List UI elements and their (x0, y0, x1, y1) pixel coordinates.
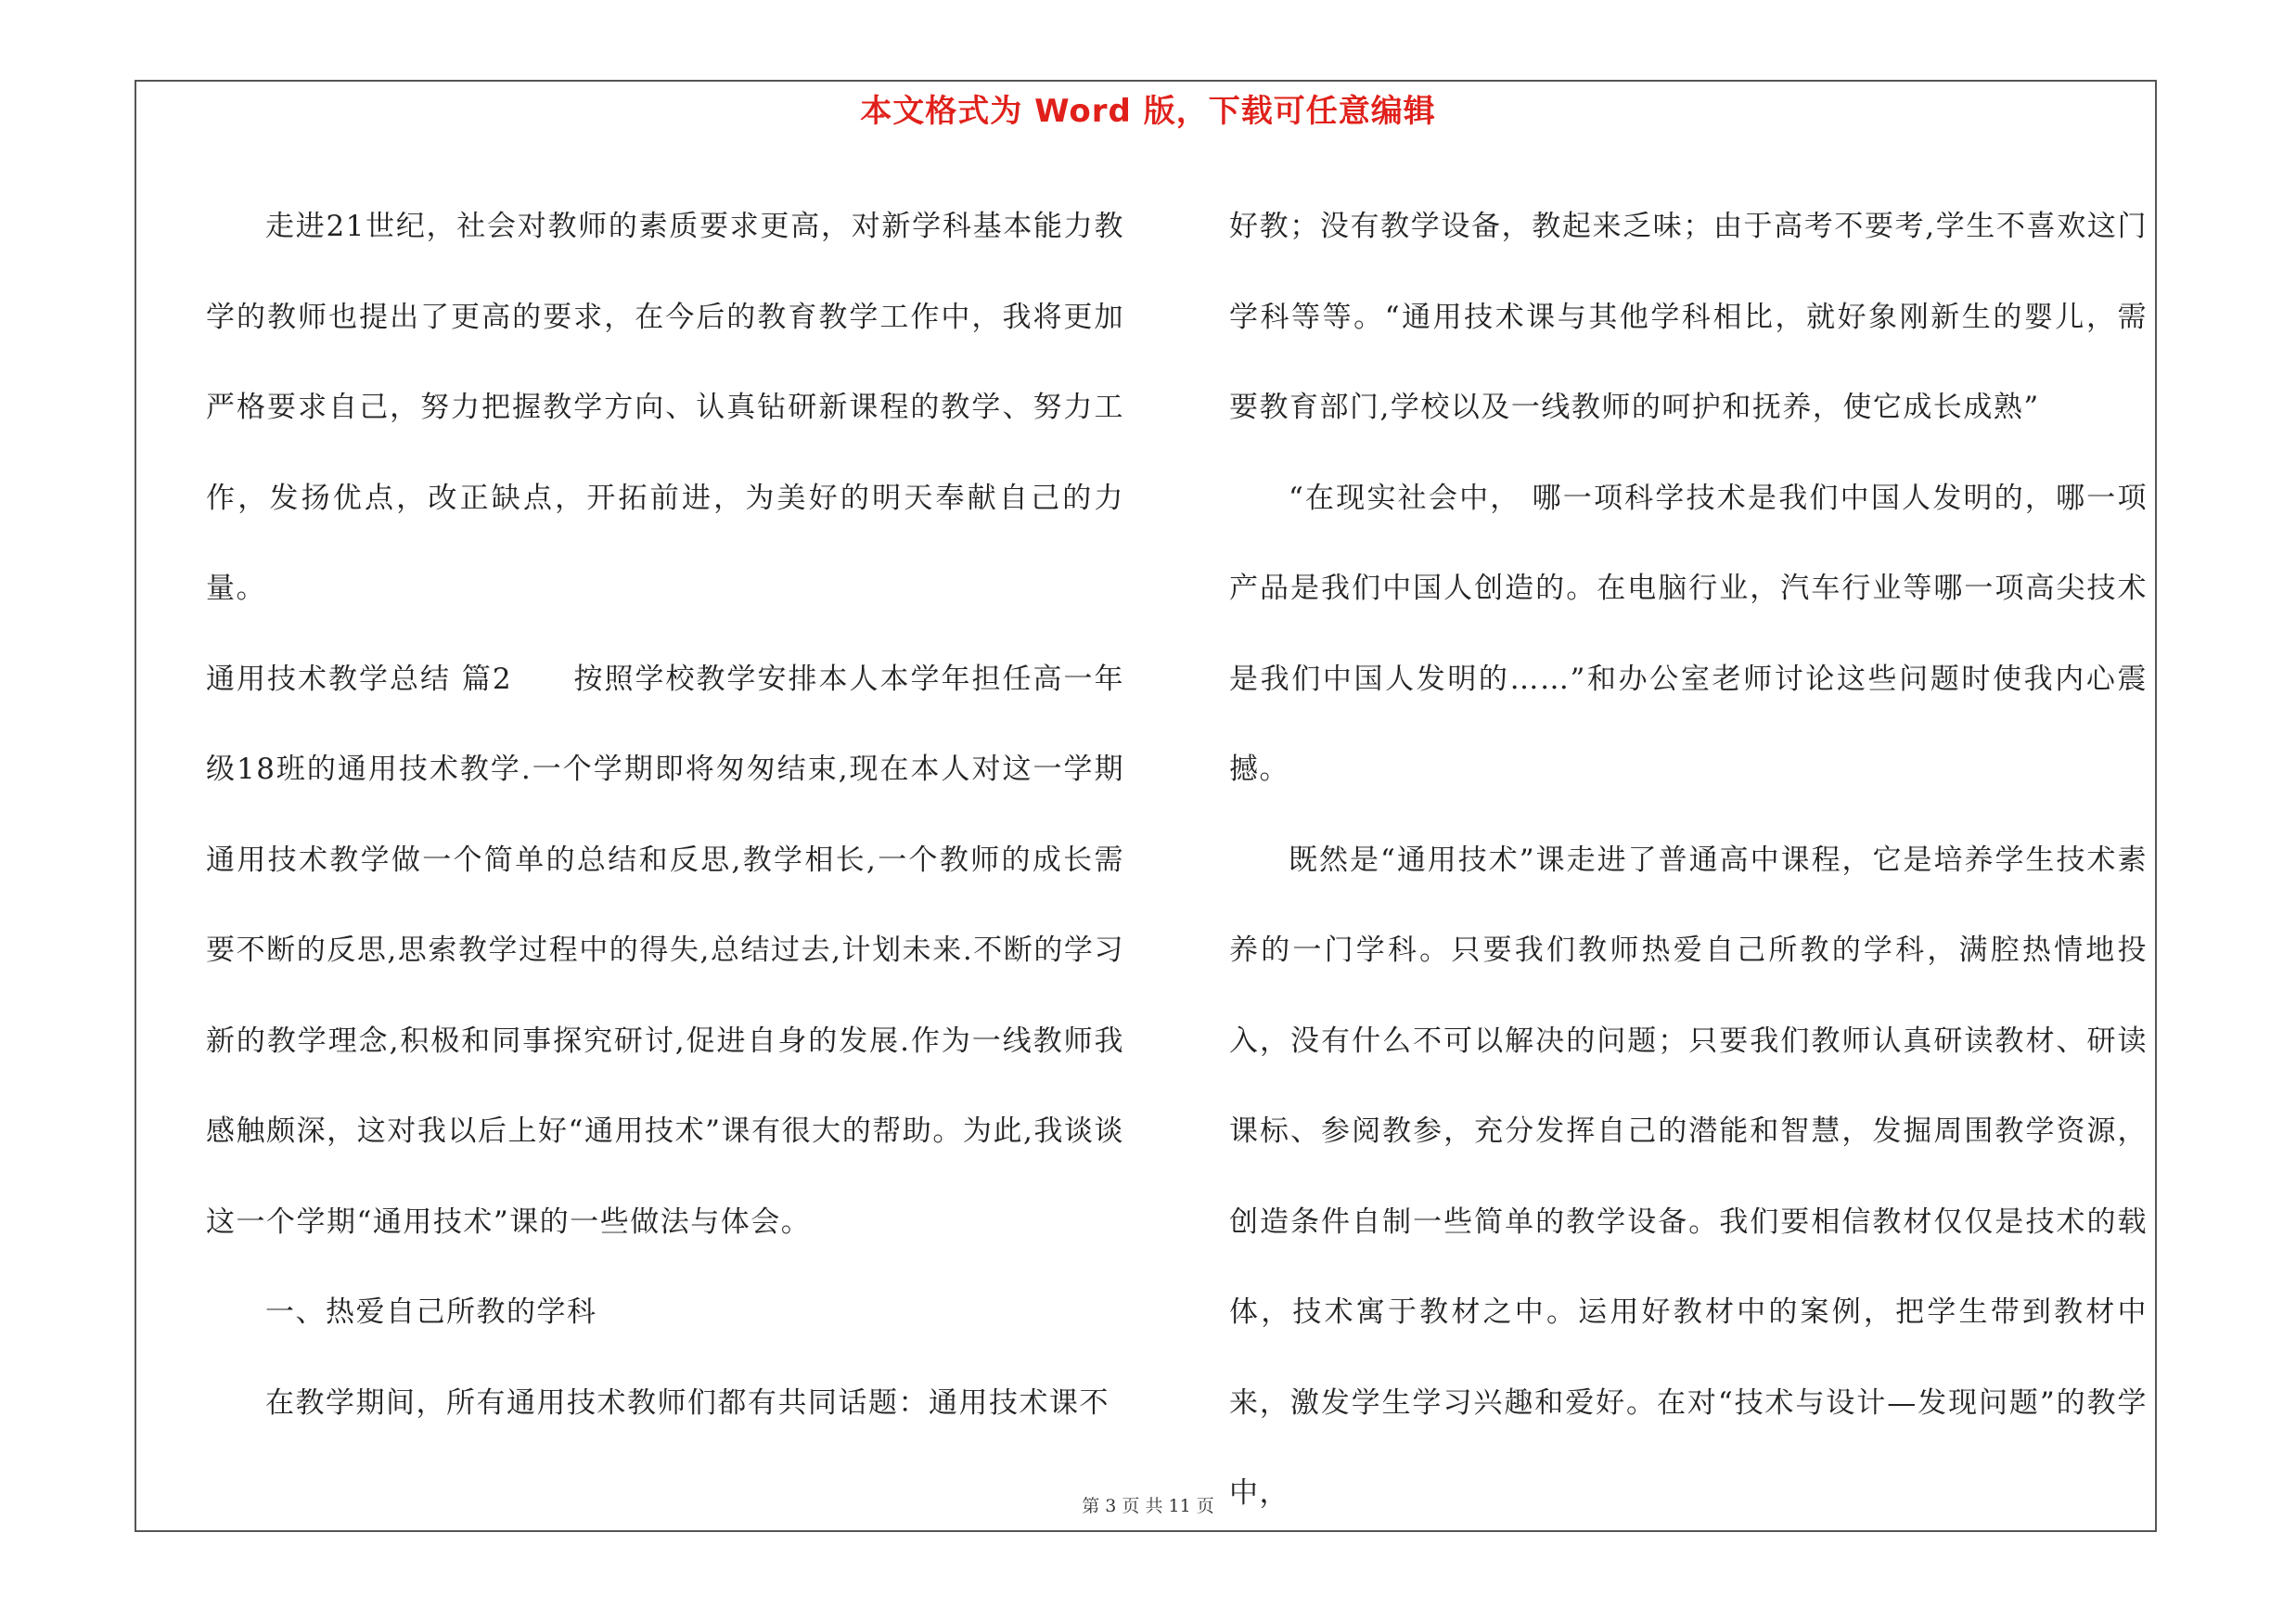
paragraph: 既然是“通用技术”课走进了普通高中课程，它是培养学生技术素养的一门学科。只要我们教师热爱自己所教的学科，满腔热情地投入，没有什么不可以解决的问题；只要我们教师认真研读教材、研读课标、参阅教参，充分发挥自己的潜能和智慧，发掘周围教学资源，创造条件自制一些简单的教学设备。我们要相信教材仅仅是技术的载体，技术寓于教材之中。运用好教材中的案例，把学生带到教材中来，激发学生学习兴趣和爱好。在对“技术与设计—发现问题”的教学中， (1229, 843, 2148, 1510)
right-column (1229, 182, 2148, 1539)
subsection-heading: 一、热爱自己所教的学科 (265, 1295, 597, 1329)
format-banner: 本文格式为 Word 版，下载可任意编辑 (860, 93, 1436, 130)
paragraph: 走进21世纪，社会对教师的素质要求更高，对新学科基本能力教学的教师也提出了更高的要求，在今后的教育教学工作中，我将更加严格要求自己，努力把握教学方向、认真钻研新课程的教学、努力工作，发扬优点，改正缺点，开拓前进，为美好的明天奉献自己的力量。 (206, 210, 1124, 605)
paragraph-section-heading: 通用技术教学总结 篇2 按照学校教学安排本人本学年担任高一年级18班的通用技术教学.一个学期即将匆匆结束,现在本人对这一学期通用技术教学做一个简单的总结和反思,教学相长,一个教师的成长需要不断的反思,思索教学过程中的得失,总结过去,计划未来.不断的学习新的教学理念,积极和同事探究研讨,促进自身的发展.作为一线教师我感触颇深，这对我以后上好“通用技术”课有很大的帮助。为此,我谈谈这一个学期“通用技术”课的一些做法与体会。 (206, 662, 1124, 1239)
paragraph: “在现实社会中， 哪一项科学技术是我们中国人发明的，哪一项产品是我们中国人创造的。在电脑行业，汽车行业等哪一项高尖技术是我们中国人发明的……”和办公室老师讨论这些问题时使我内心震撼。 (1229, 481, 2148, 786)
left-column (206, 182, 1124, 1449)
paragraph: 好教；没有教学设备，教起来乏味；由于高考不要考,学生不喜欢这门学科等等。“通用技术课与其他学科相比，就好象刚新生的婴儿，需要教育部门,学校以及一线教师的呵护和抚养，使它成长成熟” (1229, 210, 2148, 424)
paragraph: 在教学期间，所有通用技术教师们都有共同话题：通用技术课不 (265, 1385, 1110, 1420)
page-number: 第 3 页 共 11 页 (1082, 1496, 1214, 1516)
